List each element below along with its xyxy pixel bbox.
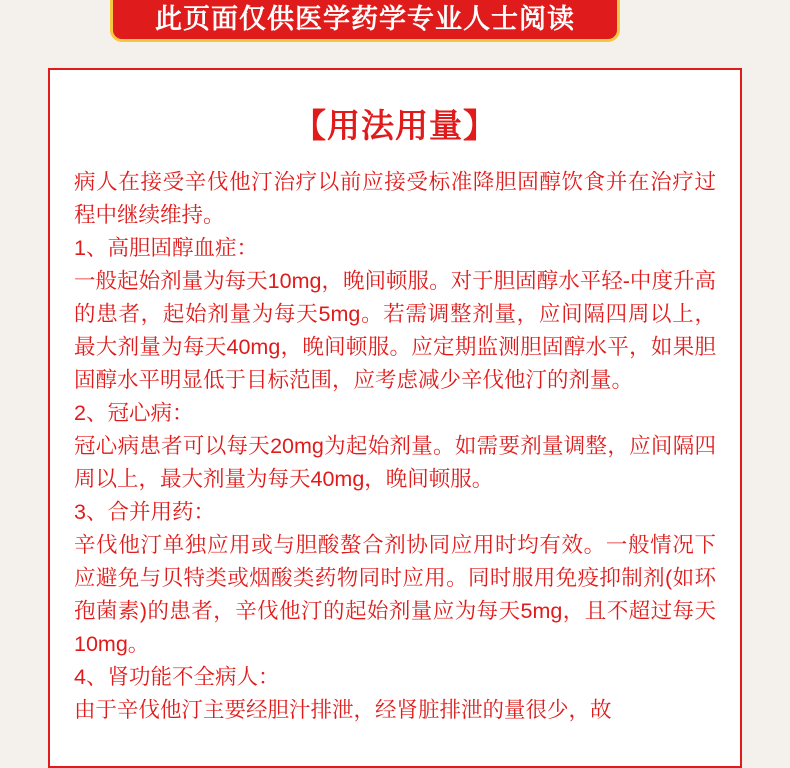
paragraph-heading-4: 4、肾功能不全病人： [74, 664, 280, 689]
dosage-body [74, 166, 716, 727]
paragraph-body-3: 辛伐他汀单独应用或与胆酸螯合剂协同应用时均有效。一般情况下应避免与贝特类或烟酸类药物同时应用。同时服用免疫抑制剂(如环孢菌素)的患者，辛伐他汀的起始剂量应为每天5mg，且不超过每天10mg。 [74, 532, 716, 656]
paragraph-body-2: 冠心病患者可以每天20mg为起始剂量。如需要剂量调整，应间隔四周以上，最大剂量为每天40mg，晚间顿服。 [74, 433, 716, 491]
paragraph-heading-3: 3、合并用药： [74, 499, 215, 524]
paragraph-heading-1: 1、高胆固醇血症： [74, 235, 258, 260]
content-card-inner [50, 70, 740, 727]
content-card [48, 68, 742, 768]
notice-banner [110, 0, 620, 42]
paragraph-body-1: 一般起始剂量为每天10mg，晚间顿服。对于胆固醇水平轻-中度升高的患者，起始剂量为每天5mg。若需调整剂量，应间隔四周以上，最大剂量为每天40mg，晚间顿服。应定期监测胆固醇水平，如果胆固醇水平明显低于目标范围，应考虑减少辛伐他汀的剂量。 [74, 268, 716, 392]
page-title: 【用法用量】 [293, 107, 497, 144]
paragraph-body-4: 由于辛伐他汀主要经胆汁排泄，经肾脏排泄的量很少，故 [74, 697, 612, 722]
paragraph-heading-2: 2、冠心病： [74, 400, 194, 425]
paragraph-intro: 病人在接受辛伐他汀治疗以前应接受标准降胆固醇饮食并在治疗过程中继续维持。 [74, 169, 716, 227]
notice-banner-text: 此页面仅供医学药学专业人士阅读 [155, 4, 575, 34]
